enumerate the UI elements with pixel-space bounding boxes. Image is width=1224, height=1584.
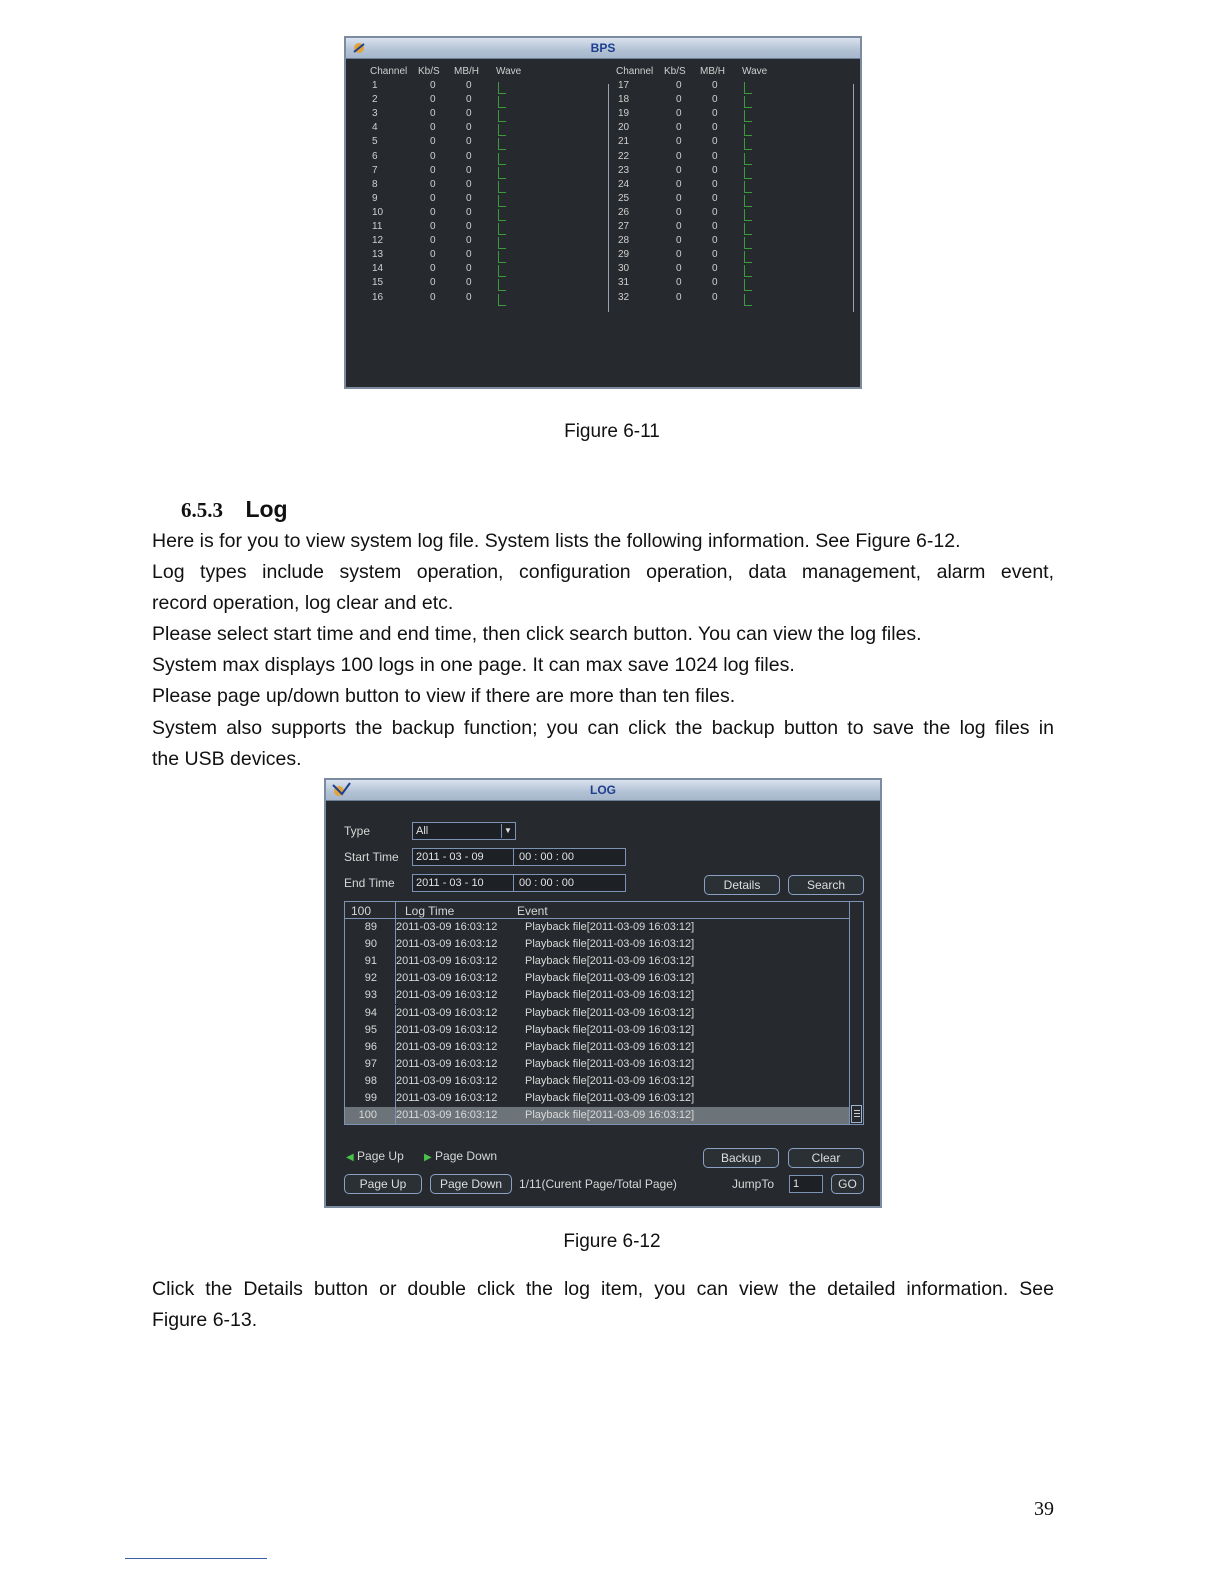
details-button[interactable]: Details xyxy=(704,875,780,895)
wave-bar xyxy=(498,294,499,306)
mbh-value: 0 xyxy=(466,150,472,162)
log-row-time: 2011-03-09 16:03:12 xyxy=(396,1023,498,1036)
kbs-value: 0 xyxy=(430,80,436,91)
log-row-number: 89 xyxy=(364,921,377,933)
kbs-value: 0 xyxy=(430,192,436,204)
bps-separator xyxy=(853,84,854,312)
mbh-value: 0 xyxy=(466,122,472,134)
wave-bar xyxy=(498,209,499,221)
log-row-event: Playback file[2011-03-09 16:03:12] xyxy=(525,989,695,1002)
log-scrollbar[interactable] xyxy=(849,902,864,1124)
jump-to-input[interactable]: 1 xyxy=(789,1175,823,1193)
channel-number: 14 xyxy=(372,263,384,275)
kbs-value: 0 xyxy=(430,94,436,106)
log-row-time: 2011-03-09 16:03:12 xyxy=(396,989,498,1002)
end-time-value[interactable]: 00 : 00 : 00 xyxy=(519,877,575,889)
bps-row xyxy=(370,207,530,221)
wave-bar xyxy=(744,195,745,207)
bps-row xyxy=(370,249,530,263)
log-row-number: 97 xyxy=(364,1057,377,1070)
bps-row xyxy=(370,80,530,94)
bps-row xyxy=(370,151,530,165)
mbh-value: 0 xyxy=(712,164,718,176)
wave-bar xyxy=(744,138,745,150)
type-label: Type xyxy=(344,824,371,838)
mbh-value: 0 xyxy=(712,291,718,303)
bps-row xyxy=(370,122,530,136)
wave-bar xyxy=(744,223,745,235)
wave-bar xyxy=(498,96,499,108)
channel-number: 30 xyxy=(618,263,630,275)
mbh-value: 0 xyxy=(466,291,472,303)
log-row-time: 2011-03-09 16:03:12 xyxy=(396,921,498,933)
log-row-event: Playback file[2011-03-09 16:03:12] xyxy=(525,1006,695,1019)
paragraph-4: System max displays 100 logs in one page. It can max save 1024 log files. xyxy=(152,654,795,676)
bps-row xyxy=(370,108,530,122)
mbh-value: 0 xyxy=(466,136,472,148)
channel-number: 7 xyxy=(372,164,378,176)
wave-bar xyxy=(744,251,745,263)
kbs-value: 0 xyxy=(676,291,682,303)
start-time-field[interactable] xyxy=(412,848,626,866)
right-wave-header: Wave xyxy=(742,66,768,77)
kbs-value: 0 xyxy=(430,150,436,162)
event-header: Event xyxy=(517,904,548,918)
left-mbh-header: MB/H xyxy=(454,66,479,77)
left-wave-header: Wave xyxy=(496,66,522,77)
log-row-time: 2011-03-09 16:03:12 xyxy=(396,1092,498,1104)
page-down-button[interactable]: Page Down xyxy=(430,1174,512,1194)
channel-number: 25 xyxy=(618,192,630,204)
end-date-value[interactable]: 2011 - 03 - 10 xyxy=(416,877,484,889)
skip-forward-icon: ▶ xyxy=(424,1152,432,1163)
bps-row xyxy=(616,235,776,249)
mbh-value: 0 xyxy=(712,263,718,275)
footnote-rule xyxy=(125,1558,267,1559)
kbs-value: 0 xyxy=(676,122,682,134)
log-row-number: 95 xyxy=(364,1023,377,1036)
channel-number: 13 xyxy=(372,249,384,261)
wave-bar xyxy=(498,223,499,235)
mbh-value: 0 xyxy=(466,94,472,106)
log-row-number: 100 xyxy=(358,1109,377,1122)
mbh-value: 0 xyxy=(712,80,718,91)
kbs-value: 0 xyxy=(430,108,436,120)
wave-bar xyxy=(744,181,745,193)
bps-row xyxy=(616,94,776,108)
paragraph-2-line-1: Log types include system operation, configuration operation, data management, alarm event, xyxy=(152,561,1054,583)
channel-number: 31 xyxy=(618,277,630,289)
wave-bar xyxy=(744,209,745,221)
bps-row xyxy=(616,207,776,221)
channel-number: 23 xyxy=(618,164,630,176)
channel-number: 29 xyxy=(618,249,630,261)
paragraph-6-line-1: System also supports the backup function; you can click the backup button to save the log files in xyxy=(152,717,1054,739)
log-title: LOG xyxy=(590,783,616,797)
bps-title: BPS xyxy=(590,41,616,55)
log-row[interactable] xyxy=(345,1090,849,1107)
log-row-number: 91 xyxy=(364,955,377,968)
channel-number: 5 xyxy=(372,136,378,148)
log-rows xyxy=(345,919,849,1124)
log-titlebar xyxy=(326,780,880,801)
bps-row xyxy=(370,179,530,193)
wave-bar xyxy=(744,96,745,108)
mbh-value: 0 xyxy=(466,221,472,232)
wave-bar xyxy=(498,237,499,249)
log-row[interactable] xyxy=(345,936,849,953)
figure-6-11-caption: Figure 6-11 xyxy=(564,421,660,442)
mbh-value: 0 xyxy=(712,136,718,148)
log-row[interactable] xyxy=(345,919,849,936)
wave-bar xyxy=(744,167,745,179)
channel-number: 27 xyxy=(618,221,630,232)
wave-bar xyxy=(744,82,745,94)
kbs-value: 0 xyxy=(430,263,436,275)
kbs-value: 0 xyxy=(430,178,436,190)
mbh-value: 0 xyxy=(466,235,472,247)
kbs-value: 0 xyxy=(676,249,682,261)
kbs-value: 0 xyxy=(430,235,436,247)
wave-bar xyxy=(498,195,499,207)
log-row-time: 2011-03-09 16:03:12 xyxy=(396,1040,498,1053)
figure-6-12-caption: Figure 6-12 xyxy=(563,1231,661,1252)
kbs-value: 0 xyxy=(676,235,682,247)
log-window xyxy=(324,778,882,1208)
left-kbs-header: Kb/S xyxy=(418,66,440,77)
channel-number: 12 xyxy=(372,235,384,247)
bps-row xyxy=(616,292,776,306)
bps-row xyxy=(370,94,530,108)
bps-row xyxy=(370,263,530,277)
mbh-value: 0 xyxy=(466,80,472,91)
wave-bar xyxy=(744,279,745,291)
page-info: 1/11(Curent Page/Total Page) xyxy=(519,1177,677,1191)
mbh-value: 0 xyxy=(466,178,472,190)
bps-row xyxy=(616,136,776,150)
skip-back-icon: ◀ xyxy=(346,1152,354,1163)
wave-bar xyxy=(498,181,499,193)
channel-number: 17 xyxy=(618,80,630,91)
log-row-event: Playback file[2011-03-09 16:03:12] xyxy=(525,1023,695,1036)
channel-number: 24 xyxy=(618,178,630,190)
channel-number: 18 xyxy=(618,94,630,106)
channel-number: 21 xyxy=(618,136,630,148)
mbh-value: 0 xyxy=(712,235,718,247)
wave-bar xyxy=(498,82,499,94)
kbs-value: 0 xyxy=(676,80,682,91)
log-row-time: 2011-03-09 16:03:12 xyxy=(396,1057,498,1070)
go-button[interactable]: GO xyxy=(831,1174,864,1194)
start-time-value[interactable]: 00 : 00 : 00 xyxy=(519,851,575,863)
mbh-value: 0 xyxy=(466,249,472,261)
start-time-label: Start Time xyxy=(344,850,399,864)
bps-separator xyxy=(608,84,609,312)
log-row-time: 2011-03-09 16:03:12 xyxy=(396,1006,498,1019)
start-date-value[interactable]: 2011 - 03 - 09 xyxy=(416,851,484,863)
chevron-down-icon[interactable]: ▼ xyxy=(501,824,514,838)
left-channel-header: Channel xyxy=(370,66,408,77)
channel-number: 6 xyxy=(372,150,378,162)
log-row-number: 92 xyxy=(364,972,377,985)
wave-bar xyxy=(498,138,499,150)
bps-row xyxy=(616,277,776,291)
channel-number: 10 xyxy=(372,206,384,218)
channel-number: 26 xyxy=(618,206,630,218)
log-row-event: Playback file[2011-03-09 16:03:12] xyxy=(525,1040,695,1053)
wave-bar xyxy=(744,265,745,277)
channel-number: 9 xyxy=(372,192,378,204)
wave-bar xyxy=(744,153,745,165)
log-row-number: 90 xyxy=(364,938,377,951)
mbh-value: 0 xyxy=(712,108,718,120)
bps-row xyxy=(616,108,776,122)
right-mbh-header: MB/H xyxy=(700,66,725,77)
log-row[interactable] xyxy=(345,1022,849,1039)
section-number: 6.5.3 xyxy=(181,498,223,522)
right-kbs-header: Kb/S xyxy=(664,66,686,77)
jump-to-label: JumpTo xyxy=(732,1177,775,1191)
scrollbar-thumb[interactable] xyxy=(851,1105,862,1123)
channel-number: 22 xyxy=(618,150,630,162)
bps-row xyxy=(370,193,530,207)
log-table xyxy=(344,901,864,1125)
mbh-value: 0 xyxy=(466,263,472,275)
bps-titlebar xyxy=(346,38,860,59)
log-row-event: Playback file[2011-03-09 16:03:12] xyxy=(525,1092,695,1104)
clear-button[interactable]: Clear xyxy=(788,1148,864,1168)
channel-number: 3 xyxy=(372,108,378,120)
mbh-value: 0 xyxy=(712,221,718,232)
type-select[interactable] xyxy=(412,822,516,840)
page-number: 39 xyxy=(1034,1498,1054,1520)
kbs-value: 0 xyxy=(430,277,436,289)
channel-number: 32 xyxy=(618,291,630,303)
wave-bar xyxy=(744,237,745,249)
backup-button[interactable]: Backup xyxy=(703,1148,779,1168)
log-row-event: Playback file[2011-03-09 16:03:12] xyxy=(525,1074,695,1087)
log-count-header: 100 xyxy=(351,904,372,918)
bps-window xyxy=(344,36,862,389)
log-row-event: Playback file[2011-03-09 16:03:12] xyxy=(525,1109,695,1122)
section-title: Log xyxy=(245,496,288,522)
log-row-event: Playback file[2011-03-09 16:03:12] xyxy=(525,938,695,951)
bps-row xyxy=(370,277,530,291)
bps-row xyxy=(616,151,776,165)
channel-number: 19 xyxy=(618,108,630,120)
kbs-value: 0 xyxy=(676,178,682,190)
channel-number: 16 xyxy=(372,291,384,303)
page-down-hint: ▶ Page Down xyxy=(424,1149,498,1163)
bps-row xyxy=(370,292,530,306)
kbs-value: 0 xyxy=(430,136,436,148)
kbs-value: 0 xyxy=(430,221,436,232)
paragraph-1: Here is for you to view system log file. System lists the following information. See Figure 6-12. xyxy=(152,530,961,552)
kbs-value: 0 xyxy=(430,122,436,134)
wave-bar xyxy=(498,279,499,291)
kbs-value: 0 xyxy=(676,164,682,176)
log-row-time: 2011-03-09 16:03:12 xyxy=(396,1074,498,1087)
channel-number: 2 xyxy=(372,94,378,106)
channel-number: 8 xyxy=(372,178,378,190)
section-heading xyxy=(181,496,288,523)
mbh-value: 0 xyxy=(712,150,718,162)
wave-bar xyxy=(498,167,499,179)
bps-row xyxy=(616,249,776,263)
kbs-value: 0 xyxy=(676,221,682,232)
kbs-value: 0 xyxy=(430,249,436,261)
log-row[interactable] xyxy=(345,1073,849,1090)
mbh-value: 0 xyxy=(712,122,718,134)
bps-row xyxy=(616,122,776,136)
bps-row xyxy=(616,179,776,193)
mbh-value: 0 xyxy=(712,277,718,289)
channel-number: 1 xyxy=(372,80,378,91)
wave-bar xyxy=(498,251,499,263)
log-row-number: 94 xyxy=(364,1006,377,1019)
log-row-number: 99 xyxy=(364,1092,377,1104)
wave-bar xyxy=(744,124,745,136)
type-select-value: All xyxy=(416,825,429,837)
end-time-field[interactable] xyxy=(412,874,626,892)
paragraph-6-line-2: the USB devices. xyxy=(152,748,302,770)
wave-bar xyxy=(498,110,499,122)
log-row-event: Playback file[2011-03-09 16:03:12] xyxy=(525,921,695,933)
log-row[interactable] xyxy=(345,1107,849,1124)
bps-row xyxy=(370,165,530,179)
kbs-value: 0 xyxy=(676,192,682,204)
log-row[interactable] xyxy=(345,987,849,1004)
paragraph-3: Please select start time and end time, then click search button. You can view the log files. xyxy=(152,623,922,645)
search-button[interactable]: Search xyxy=(788,875,864,895)
mbh-value: 0 xyxy=(712,178,718,190)
mbh-value: 0 xyxy=(466,108,472,120)
wave-bar xyxy=(744,294,745,306)
log-row[interactable] xyxy=(345,953,849,970)
log-row-time: 2011-03-09 16:03:12 xyxy=(396,938,498,951)
wave-bar xyxy=(498,265,499,277)
kbs-value: 0 xyxy=(676,263,682,275)
log-row[interactable] xyxy=(345,1039,849,1056)
kbs-value: 0 xyxy=(676,108,682,120)
end-time-label: End Time xyxy=(344,876,395,890)
bps-row xyxy=(616,193,776,207)
wave-bar xyxy=(498,153,499,165)
page-up-button[interactable]: Page Up xyxy=(344,1174,422,1194)
mbh-value: 0 xyxy=(712,192,718,204)
closing-line-1: Click the Details button or double click the log item, you can view the detailed information. See xyxy=(152,1278,1054,1300)
kbs-value: 0 xyxy=(676,94,682,106)
channel-number: 15 xyxy=(372,277,384,289)
page-up-hint: ◀ Page Up xyxy=(346,1149,404,1163)
bps-row xyxy=(616,165,776,179)
mbh-value: 0 xyxy=(466,206,472,218)
paragraph-2-line-2: record operation, log clear and etc. xyxy=(152,592,454,614)
mbh-value: 0 xyxy=(466,164,472,176)
channel-number: 28 xyxy=(618,235,630,247)
channel-number: 20 xyxy=(618,122,630,134)
kbs-value: 0 xyxy=(430,206,436,218)
mbh-value: 0 xyxy=(712,249,718,261)
bps-row xyxy=(370,235,530,249)
kbs-value: 0 xyxy=(676,277,682,289)
log-row-time: 2011-03-09 16:03:12 xyxy=(396,1109,498,1122)
wave-bar xyxy=(744,110,745,122)
mbh-value: 0 xyxy=(712,94,718,106)
mbh-value: 0 xyxy=(466,192,472,204)
channel-number: 4 xyxy=(372,122,378,134)
bps-row xyxy=(616,263,776,277)
log-row-event: Playback file[2011-03-09 16:03:12] xyxy=(525,972,695,985)
log-row[interactable] xyxy=(345,1056,849,1073)
wave-bar xyxy=(498,124,499,136)
bps-row xyxy=(370,136,530,150)
kbs-value: 0 xyxy=(430,164,436,176)
log-row-event: Playback file[2011-03-09 16:03:12] xyxy=(525,1057,695,1070)
log-row[interactable] xyxy=(345,1005,849,1022)
log-row-number: 96 xyxy=(364,1040,377,1053)
channel-number: 11 xyxy=(372,221,383,232)
bps-row xyxy=(370,221,530,235)
log-row-number: 93 xyxy=(364,989,377,1002)
closing-line-2: Figure 6-13. xyxy=(152,1309,258,1331)
log-row-event: Playback file[2011-03-09 16:03:12] xyxy=(525,955,695,968)
bps-row xyxy=(616,221,776,235)
log-row-number: 98 xyxy=(364,1074,377,1087)
bps-row xyxy=(616,80,776,94)
kbs-value: 0 xyxy=(430,291,436,303)
mbh-value: 0 xyxy=(466,277,472,289)
log-row-time: 2011-03-09 16:03:12 xyxy=(396,972,498,985)
log-time-header: Log Time xyxy=(405,904,455,918)
kbs-value: 0 xyxy=(676,136,682,148)
right-channel-header: Channel xyxy=(616,66,654,77)
kbs-value: 0 xyxy=(676,206,682,218)
mbh-value: 0 xyxy=(712,206,718,218)
paragraph-5: Please page up/down button to view if there are more than ten files. xyxy=(152,685,736,707)
log-row-time: 2011-03-09 16:03:12 xyxy=(396,955,498,968)
kbs-value: 0 xyxy=(676,150,682,162)
log-row[interactable] xyxy=(345,970,849,987)
